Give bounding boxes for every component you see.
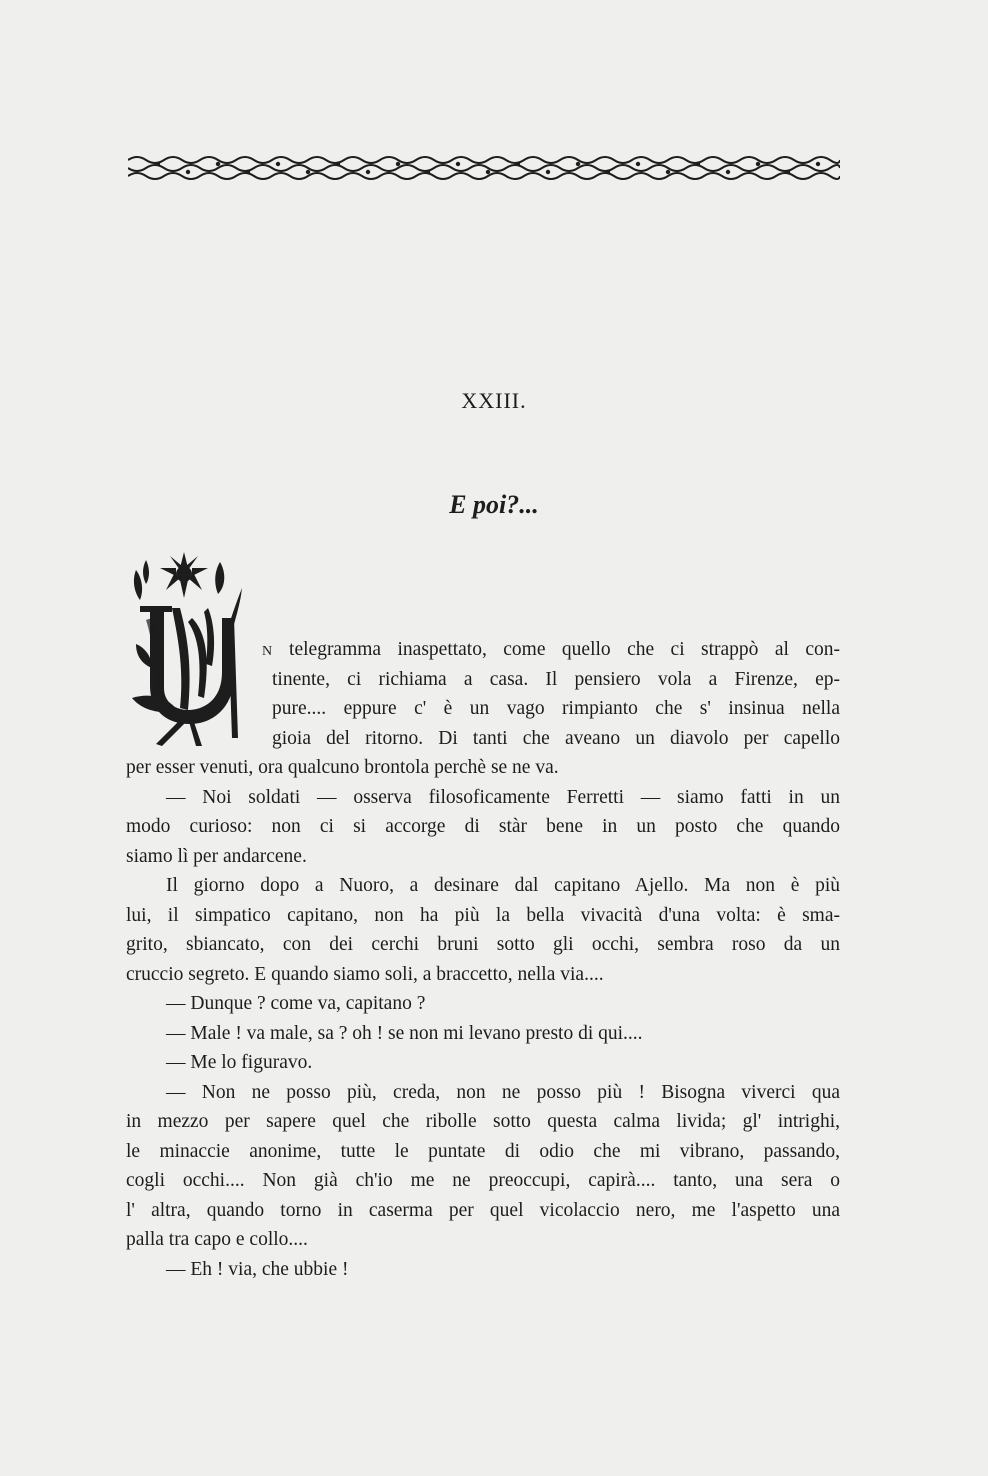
text-line: Il giorno dopo a Nuoro, a desinare dal capitano Ajello. Ma non è più: [166, 875, 840, 896]
text-line: tinente, ci richiama a casa. Il pensiero vola a Firenze, ep-: [272, 668, 840, 690]
text-line: siamo lì per andarcene.: [126, 845, 307, 867]
text-line: lui, il simpatico capitano, non ha più la bella vivacità d'una volta: è sma-: [126, 904, 840, 926]
wave-ornament: [128, 152, 840, 184]
text-line: — Non ne posso più, creda, non ne posso più ! Bisogna viverci qua: [166, 1081, 840, 1103]
text-line: palla tra capo e collo....: [126, 1229, 308, 1250]
text-line: per esser venuti, ora qualcuno brontola perchè se ne va.: [126, 757, 559, 778]
chapter-title: E poi?...: [449, 490, 539, 519]
text-line: — Male ! va male, sa ? oh ! se non mi levano presto di qui....: [166, 1022, 643, 1044]
text-line: gioia del ritorno. Di tanti che aveano un diavolo per capello: [272, 727, 840, 749]
text-line: in mezzo per sapere quel che ribolle sotto questa calma livida; gl' intrighi,: [126, 1111, 840, 1132]
chapter-number: XXIII.: [461, 388, 527, 413]
text-line: pure.... eppure c' è un vago rimpianto che s' insinua nella: [272, 698, 840, 719]
text-line: N telegramma inaspettato, come quello che ci strappò al con-: [262, 639, 840, 660]
text-line: — Eh ! via, che ubbie !: [166, 1258, 349, 1280]
chapter-body: [126, 635, 840, 1284]
text-line: le minaccie anonime, tutte le puntate di odio che mi vibrano, passando,: [126, 1140, 840, 1162]
text-line: — Me lo figuravo.: [166, 1052, 313, 1073]
text-line: — Noi soldati — osserva filosoficamente Ferretti — siamo fatti in un: [166, 786, 840, 808]
text-line: l' altra, quando torno in caserma per quel vicolaccio nero, me l'aspetto una: [126, 1199, 840, 1221]
text-line: cogli occhi.... Non già ch'io me ne preoccupi, capirà.... tanto, una sera o: [126, 1170, 840, 1191]
text-line: cruccio segreto. E quando siamo soli, a braccetto, nella via....: [126, 963, 604, 985]
text-line: — Dunque ? come va, capitano ?: [166, 993, 426, 1014]
text-line: modo curioso: non ci si accorge di stàr bene in un posto che quando: [126, 816, 840, 837]
text-line: grito, sbiancato, con dei cerchi bruni sotto gli occhi, sembra roso da un: [126, 934, 840, 955]
first-word-rest: N: [262, 644, 273, 659]
